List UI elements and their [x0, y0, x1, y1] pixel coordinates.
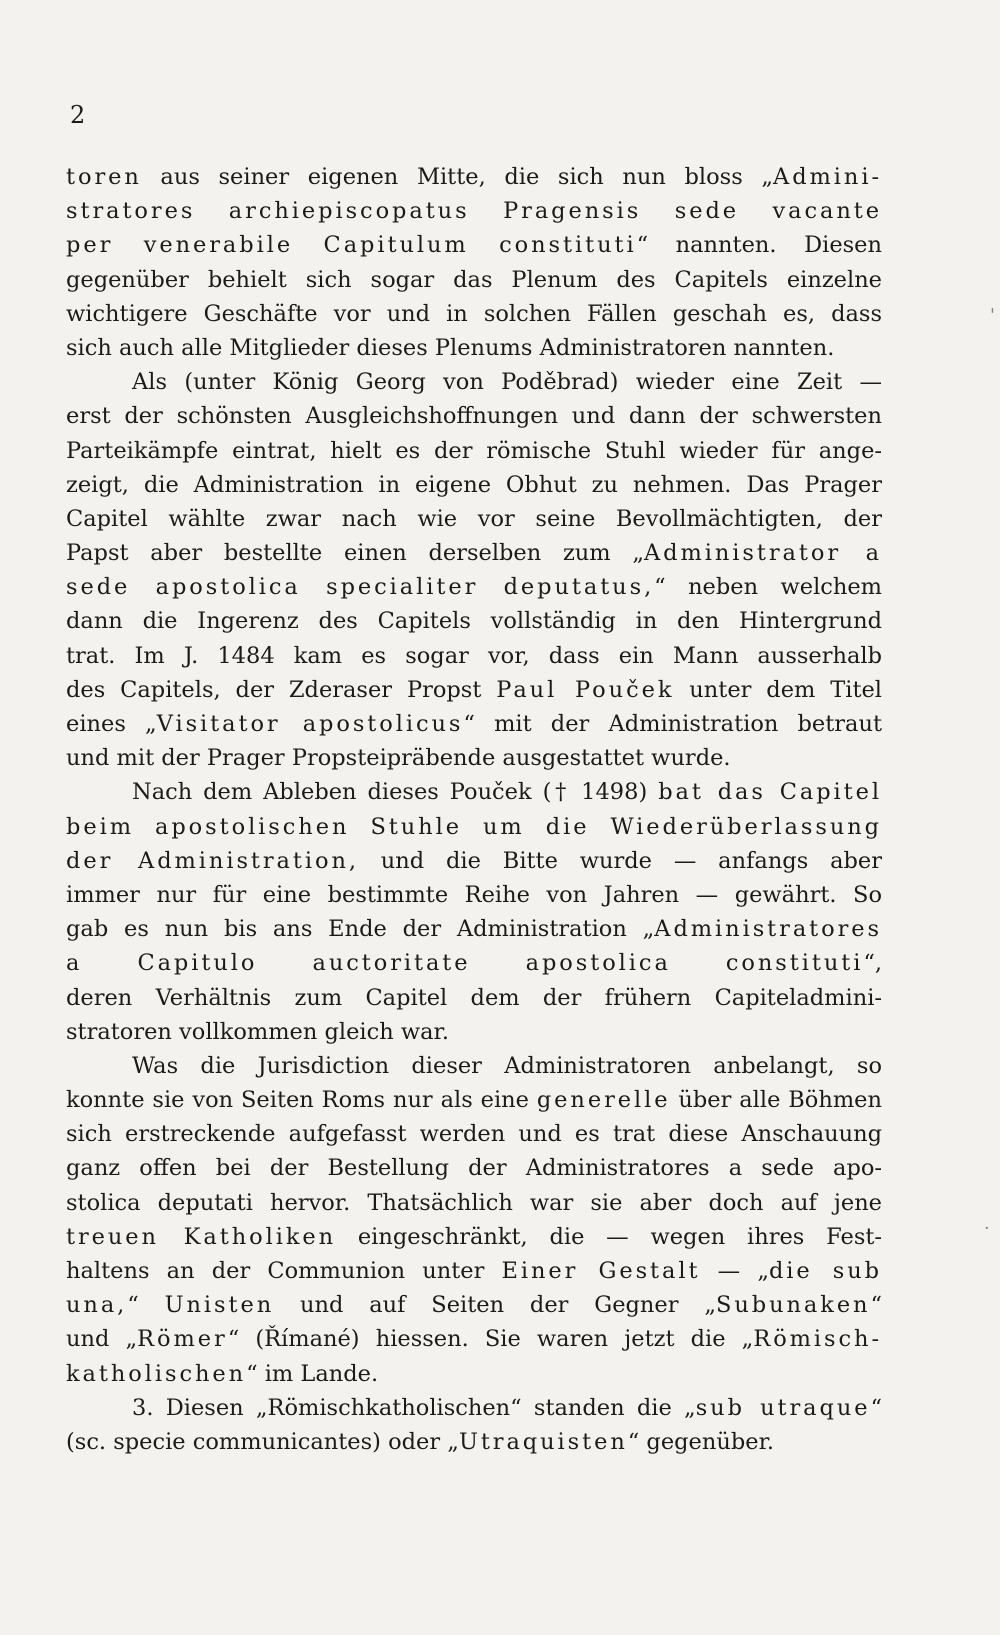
text-run: und die Bitte wurde — anfangs aber: [358, 847, 882, 874]
text-run: “ nannten. Diesen: [636, 232, 882, 259]
margin-mark: ·: [984, 1218, 990, 1239]
text-run: “ neben welchem: [654, 574, 883, 601]
text-run: “: [870, 1292, 882, 1319]
spaced-emphasis: Einer Gestalt: [501, 1258, 701, 1284]
text-line: [66, 536, 882, 570]
text-line: [66, 1357, 882, 1391]
text-run: des Capitels, der Zderaser Propst: [66, 676, 497, 703]
text-run: wichtigere Geschäfte vor und in solchen Fällen geschah es, dass: [66, 300, 882, 327]
text-run: — „: [700, 1258, 769, 1284]
text-line: [66, 502, 882, 536]
text-line: [66, 297, 882, 331]
text-line: [66, 434, 882, 468]
text-run: “ mit der Administration betraut: [463, 711, 882, 737]
text-line: [66, 981, 882, 1015]
text-line: [66, 1288, 882, 1322]
text-run: ganz offen bei der Bestellung der Administratores a sede apo-: [66, 1155, 882, 1182]
spaced-emphasis: sub utraque: [695, 1394, 871, 1421]
page-number: 2: [70, 101, 86, 129]
text-run: “ gegenüber.: [627, 1428, 775, 1455]
spaced-emphasis: Römer: [137, 1326, 228, 1353]
text-line: [66, 844, 882, 878]
spaced-emphasis: Admini-: [773, 164, 882, 190]
spaced-emphasis: Paul Pouček: [496, 676, 675, 703]
spaced-emphasis: a Capitulo auctoritate apostolica constituti: [66, 950, 864, 977]
text-run: aus seiner eigenen Mitte, die sich nun bloss „: [141, 164, 774, 190]
text-run: immer nur für eine bestimmte Reihe von Jahren — gewährt. So: [66, 881, 882, 908]
text-run: dann die Ingerenz des Capitels vollständig in den Hintergrund: [66, 608, 882, 635]
text-line: [66, 673, 882, 707]
text-run: gegenüber behielt sich sogar das Plenum des Capitels einzelne: [66, 266, 882, 293]
text-line: [66, 194, 882, 228]
spaced-emphasis: Visitator apostolicus: [156, 711, 464, 737]
text-run: gab es nun bis ans Ende der Administration „: [66, 916, 655, 943]
spaced-emphasis: Administrator a: [644, 540, 882, 567]
text-run: erst der schönsten Ausgleichshoffnungen und dann der schwersten: [66, 403, 882, 430]
text-run: Als (unter König Georg von Poděbrad) wieder eine Zeit —: [132, 369, 882, 396]
text-line: [66, 263, 882, 297]
text-run: eingeschränkt, die — wegen ihres Fest-: [336, 1223, 883, 1250]
text-line: [66, 1049, 882, 1083]
text-run: “ (Římané) hiessen. Sie waren jetzt die „: [227, 1326, 754, 1353]
text-run: stolica deputati hervor. Thatsächlich war sie aber doch auf jene: [66, 1189, 882, 1216]
text-line: [66, 1254, 882, 1288]
text-run: 3. Diesen „Römischkatholischen“ standen die „: [132, 1394, 696, 1421]
text-line: [66, 1425, 882, 1459]
text-line: [66, 399, 882, 433]
spaced-emphasis: die sub: [768, 1258, 882, 1284]
text-line: [66, 1151, 882, 1185]
text-run: “,: [863, 950, 882, 977]
spaced-emphasis: Unisten: [164, 1292, 275, 1319]
spaced-emphasis: beim apostolischen Stuhle um die Wiederüberlassung: [66, 813, 882, 840]
text-line: [66, 1015, 882, 1049]
text-run: eines „: [66, 711, 157, 737]
text-line: [66, 1186, 882, 1220]
text-run: unter dem Titel: [674, 676, 882, 703]
spaced-emphasis: toren: [66, 164, 142, 190]
text-run: und mit der Prager Propsteipräbende ausgestattet wurde.: [66, 745, 731, 772]
text-line: [66, 365, 882, 399]
spaced-emphasis: Utraquisten: [458, 1428, 628, 1455]
text-line: [66, 160, 882, 194]
text-run: sich auch alle Mitglieder dieses Plenums Administratoren nannten.: [66, 334, 835, 361]
spaced-emphasis: generelle: [536, 1087, 671, 1114]
text-line: [66, 228, 882, 262]
spaced-emphasis: per venerabile Capitulum constituti: [66, 232, 637, 259]
text-run: sich erstreckende aufgefasst werden und es trat diese Anschauung: [66, 1121, 882, 1148]
text-line: [66, 775, 882, 809]
text-run: und auf Seiten der Gegner „: [274, 1292, 716, 1319]
text-line: [66, 1322, 882, 1356]
text-run: Nach dem Ableben dieses Pouček († 1498): [132, 779, 659, 806]
spaced-emphasis: treuen Katholiken: [66, 1223, 337, 1250]
spaced-emphasis: una,: [66, 1292, 128, 1319]
text-run: (sc. specie communicantes) oder „: [66, 1428, 459, 1455]
spaced-emphasis: der Administration,: [66, 847, 359, 874]
text-run: über alle Böhmen: [670, 1087, 882, 1114]
text-run: zeigt, die Administration in eigene Obhut zu nehmen. Das Prager: [66, 471, 882, 498]
spaced-emphasis: Subunaken: [716, 1292, 871, 1319]
spaced-emphasis: katholischen: [66, 1360, 247, 1387]
text-line: [66, 604, 882, 638]
text-line: [66, 946, 882, 980]
text-run: Parteikämpfe eintrat, hielt es der römische Stuhl wieder für ange-: [66, 437, 882, 464]
text-run: “: [870, 1394, 883, 1421]
spaced-emphasis: bat das Capitel: [658, 779, 882, 806]
text-line: [66, 639, 882, 673]
text-line: [66, 741, 882, 775]
text-run: und „: [66, 1326, 138, 1353]
text-run: Was die Jurisdiction dieser Administratoren anbelangt, so: [132, 1052, 882, 1079]
spaced-emphasis: stratores archiepiscopatus Pragensis sede vacante: [66, 198, 882, 225]
text-line: [66, 1220, 882, 1254]
text-line: [66, 912, 882, 946]
text-line: [66, 707, 882, 741]
spaced-emphasis: Administratores: [654, 916, 882, 943]
text-line: [66, 468, 882, 502]
text-run: “: [127, 1292, 165, 1319]
margin-mark: ': [990, 305, 995, 326]
text-run: konnte sie von Seiten Roms nur als eine: [66, 1087, 537, 1114]
text-run: stratoren vollkommen gleich war.: [66, 1018, 449, 1045]
text-run: “ im Lande.: [246, 1360, 379, 1387]
text-run: haltens an der Communion unter: [66, 1258, 502, 1284]
text-line: [66, 570, 882, 604]
text-line: [66, 1391, 882, 1425]
text-run: deren Verhältnis zum Capitel dem der frühern Capiteladmini-: [66, 984, 882, 1011]
text-line: [66, 878, 882, 912]
spaced-emphasis: Römisch-: [753, 1326, 882, 1353]
body-text: [66, 160, 882, 1459]
text-run: trat. Im J. 1484 kam es sogar vor, dass ein Mann ausserhalb: [66, 642, 882, 669]
text-run: Papst aber bestellte einen derselben zum „: [66, 540, 644, 567]
text-line: [66, 1083, 882, 1117]
spaced-emphasis: sede apostolica specialiter deputatus,: [66, 574, 655, 601]
text-line: [66, 1117, 882, 1151]
text-run: Capitel wählte zwar nach wie vor seine Bevollmächtigten, der: [66, 505, 882, 532]
text-line: [66, 810, 882, 844]
text-line: [66, 331, 882, 365]
